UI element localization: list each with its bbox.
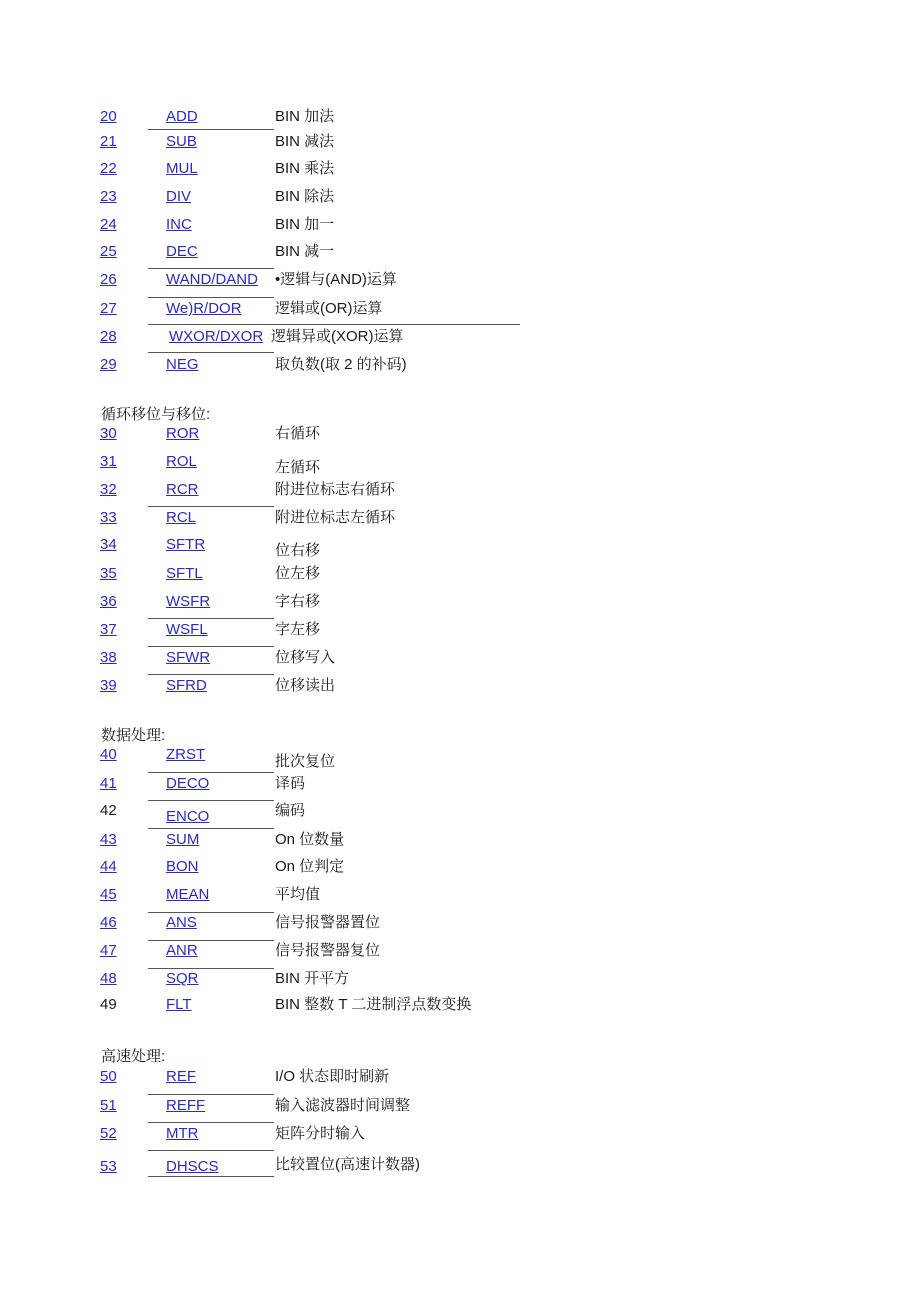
instruction-mnemonic-link[interactable]: ANR	[166, 942, 198, 959]
divider	[148, 674, 274, 675]
instruction-number-link[interactable]: 33	[100, 509, 117, 526]
instruction-number-link[interactable]: 46	[100, 914, 117, 931]
instruction-number-link[interactable]: 23	[100, 188, 117, 205]
list-item	[0, 969, 920, 991]
list-item	[0, 327, 920, 349]
instruction-number-link[interactable]: 45	[100, 886, 117, 903]
instruction-mnemonic-link[interactable]: ROR	[166, 425, 200, 442]
instruction-number-link[interactable]: 51	[100, 1097, 117, 1114]
instruction-description: 字左移	[275, 621, 321, 638]
instruction-description: BIN 开平方	[275, 970, 350, 987]
instruction-description: 译码	[275, 775, 306, 792]
instruction-description: 逻辑或(OR)运算	[275, 300, 383, 317]
instruction-number-link[interactable]: 41	[100, 775, 117, 792]
divider	[148, 828, 274, 829]
instruction-mnemonic-link[interactable]: SFWR	[166, 649, 211, 666]
list-item	[0, 830, 920, 852]
instruction-mnemonic-link[interactable]: WSFL	[166, 621, 208, 638]
instruction-number-link[interactable]: 42	[100, 802, 117, 819]
list-item	[0, 299, 920, 321]
divider	[148, 268, 274, 269]
instruction-number-link[interactable]: 32	[100, 481, 117, 498]
list-item	[0, 132, 920, 154]
instruction-description: 逻辑异或(XOR)运算	[271, 328, 404, 345]
section-title: 高速处理:	[101, 1048, 166, 1065]
instruction-number-link[interactable]: 28	[100, 328, 117, 345]
instruction-description: BIN 整数 T 二进制浮点数变换	[275, 996, 472, 1013]
divider	[148, 324, 520, 325]
divider	[148, 618, 274, 619]
instruction-number-link[interactable]: 50	[100, 1068, 117, 1085]
list-item	[0, 676, 920, 698]
instruction-number-link[interactable]: 52	[100, 1125, 117, 1142]
divider	[148, 1150, 274, 1151]
instruction-description: 比较置位(高速计数器)	[275, 1156, 420, 1173]
list-item	[0, 355, 920, 377]
instruction-number-link[interactable]: 35	[100, 565, 117, 582]
instruction-description: 位移读出	[275, 677, 336, 694]
instruction-mnemonic-link[interactable]: MTR	[166, 1125, 199, 1142]
instruction-description: 附进位标志左循环	[275, 509, 396, 526]
list-item	[0, 480, 920, 502]
list-item	[0, 508, 920, 530]
instruction-mnemonic-link[interactable]: SFTR	[166, 536, 206, 553]
instruction-number-link[interactable]: 34	[100, 536, 117, 553]
instruction-description: 附进位标志右循环	[275, 481, 396, 498]
list-item	[0, 995, 920, 1017]
instruction-number-link[interactable]: 25	[100, 243, 117, 260]
instruction-mnemonic-link[interactable]: ANS	[166, 914, 197, 931]
instruction-mnemonic-link[interactable]: RCR	[166, 481, 199, 498]
instruction-description: On 位数量	[275, 831, 345, 848]
instruction-mnemonic-link[interactable]: SUB	[166, 133, 197, 150]
instruction-description: 批次复位	[275, 753, 336, 770]
instruction-description: 取负数(取 2 的补码)	[275, 356, 407, 373]
list-item	[0, 592, 920, 614]
instruction-number-link[interactable]: 43	[100, 831, 117, 848]
list-item	[0, 620, 920, 642]
instruction-number-link[interactable]: 29	[100, 356, 117, 373]
instruction-mnemonic-link[interactable]: ZRST	[166, 746, 206, 763]
list-item	[0, 215, 920, 237]
divider	[148, 772, 274, 773]
instruction-mnemonic-link[interactable]: SQR	[166, 970, 199, 987]
instruction-number-link[interactable]: 44	[100, 858, 117, 875]
list-item	[0, 242, 920, 264]
list-item	[0, 187, 920, 209]
instruction-description: I/O 状态即时刷新	[275, 1068, 390, 1085]
instruction-mnemonic-link[interactable]: REFF	[166, 1097, 206, 1114]
divider	[148, 1176, 274, 1177]
instruction-mnemonic-link[interactable]: DIV	[166, 188, 192, 205]
instruction-description: 位左移	[275, 565, 321, 582]
instruction-number-link[interactable]: 22	[100, 160, 117, 177]
instruction-number-link[interactable]: 39	[100, 677, 117, 694]
instruction-number-link[interactable]: 40	[100, 746, 117, 763]
instruction-description: 信号报警器置位	[275, 914, 381, 931]
instruction-description: BIN 乘法	[275, 160, 335, 177]
instruction-mnemonic-link[interactable]: MEAN	[166, 886, 210, 903]
list-item	[0, 801, 920, 823]
section-title: 数据处理:	[101, 727, 166, 744]
divider	[148, 129, 274, 130]
instruction-mnemonic-link[interactable]: SFTL	[166, 565, 203, 582]
list-item	[0, 535, 920, 557]
list-item	[0, 270, 920, 292]
instruction-description: 编码	[275, 802, 306, 819]
list-item	[0, 941, 920, 963]
instruction-number-link[interactable]: 30	[100, 425, 117, 442]
list-item	[0, 564, 920, 586]
instruction-number-link[interactable]: 36	[100, 593, 117, 610]
instruction-number-link[interactable]: 26	[100, 271, 117, 288]
instruction-number-link[interactable]: 31	[100, 453, 117, 470]
instruction-mnemonic-link[interactable]: DECO	[166, 775, 210, 792]
instruction-number-link[interactable]: 47	[100, 942, 117, 959]
instruction-mnemonic-link[interactable]: MUL	[166, 160, 198, 177]
instruction-description: 左循环	[275, 459, 321, 476]
divider	[148, 646, 274, 647]
divider	[148, 1122, 274, 1123]
list-item	[0, 107, 920, 129]
instruction-number-link[interactable]: 21	[100, 133, 117, 150]
instruction-description: 信号报警器复位	[275, 942, 381, 959]
instruction-description: 右循环	[275, 425, 321, 442]
instruction-number-link[interactable]: 53	[100, 1158, 117, 1175]
instruction-mnemonic-link[interactable]: DHSCS	[166, 1158, 219, 1175]
list-item	[0, 424, 920, 446]
instruction-description: 位移写入	[275, 649, 336, 666]
list-item	[0, 159, 920, 181]
instruction-mnemonic-link[interactable]: WSFR	[166, 593, 211, 610]
instruction-description: BIN 除法	[275, 188, 335, 205]
instruction-description: On 位判定	[275, 858, 345, 875]
instruction-number-link[interactable]: 20	[100, 108, 117, 125]
instruction-number-link[interactable]: 27	[100, 300, 117, 317]
instruction-description: BIN 减法	[275, 133, 335, 150]
section-title: 循环移位与移位:	[101, 406, 211, 423]
instruction-description: •逻辑与(AND)运算	[275, 271, 397, 288]
instruction-mnemonic-link[interactable]: FLT	[166, 996, 192, 1013]
instruction-description: BIN 减一	[275, 243, 335, 260]
instruction-number-link[interactable]: 49	[100, 996, 117, 1013]
list-item	[0, 913, 920, 935]
instruction-number-link[interactable]: 48	[100, 970, 117, 987]
instruction-mnemonic-link[interactable]: NEG	[166, 356, 199, 373]
instruction-mnemonic-link[interactable]: SUM	[166, 831, 200, 848]
instruction-mnemonic-link[interactable]: REF	[166, 1068, 196, 1085]
list-item	[0, 774, 920, 796]
divider	[148, 506, 274, 507]
instruction-mnemonic-link[interactable]: ADD	[166, 108, 198, 125]
instruction-mnemonic-link[interactable]: ROL	[166, 453, 197, 470]
instruction-mnemonic-link[interactable]: BON	[166, 858, 199, 875]
divider	[148, 352, 274, 353]
instruction-mnemonic-link[interactable]: SFRD	[166, 677, 207, 694]
instruction-description: 平均值	[275, 886, 321, 903]
list-item	[0, 648, 920, 670]
instruction-mnemonic-link[interactable]: DEC	[166, 243, 198, 260]
list-item	[0, 745, 920, 770]
list-item	[0, 1067, 920, 1089]
instruction-description: 输入滤波器时间调整	[275, 1097, 411, 1114]
divider	[148, 1094, 274, 1095]
instruction-number-link[interactable]: 38	[100, 649, 117, 666]
instruction-mnemonic-link[interactable]: RCL	[166, 509, 197, 526]
instruction-description: BIN 加一	[275, 216, 335, 233]
instruction-description: 矩阵分时输入	[275, 1125, 366, 1142]
instruction-mnemonic-link[interactable]: ENCO	[166, 808, 210, 825]
list-item	[0, 452, 920, 474]
instruction-mnemonic-link[interactable]: INC	[166, 216, 192, 233]
instruction-description: 字右移	[275, 593, 321, 610]
list-item	[0, 1096, 920, 1118]
instruction-mnemonic-link[interactable]: We)R/DOR	[166, 300, 242, 317]
instruction-description: 位右移	[275, 542, 321, 559]
list-item	[0, 1124, 920, 1146]
instruction-number-link[interactable]: 24	[100, 216, 117, 233]
divider	[148, 297, 274, 298]
instruction-mnemonic-link[interactable]: WAND/DAND	[166, 271, 258, 288]
list-item	[0, 1157, 920, 1179]
list-item	[0, 885, 920, 907]
instruction-number-link[interactable]: 37	[100, 621, 117, 638]
instruction-mnemonic-link[interactable]: WXOR/DXOR	[169, 328, 264, 345]
instruction-description: BIN 加法	[275, 108, 335, 125]
list-item	[0, 857, 920, 879]
